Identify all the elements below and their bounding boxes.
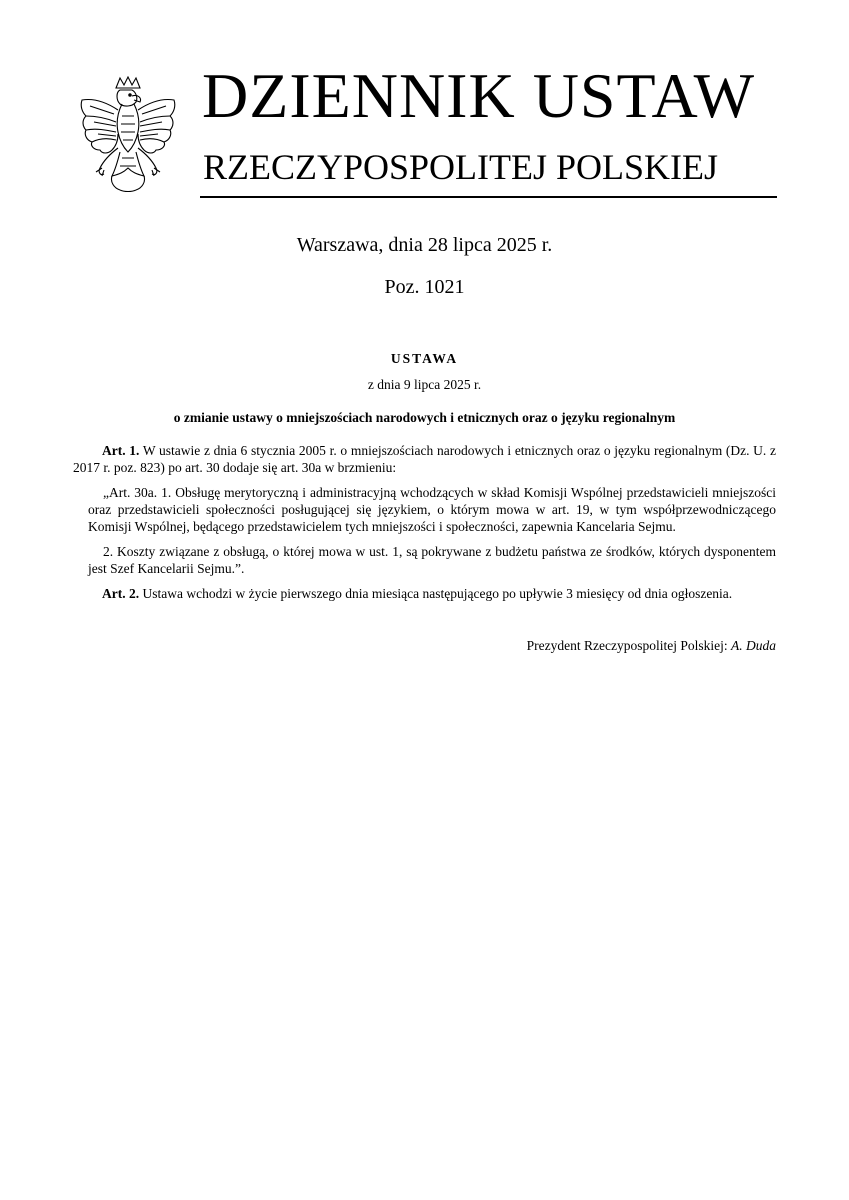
place-and-date-text: Warszawa, dnia 28 lipca 2025 r. [296, 234, 553, 256]
signature-name: A. Duda [731, 638, 776, 653]
article-1-label: Art. 1. [102, 443, 140, 458]
gazette-title: DZIENNIK USTAW [202, 60, 755, 131]
article-1-text: W ustawie z dnia 6 stycznia 2005 r. o mniejszościach narodowych i etnicznych oraz o języku regionalnym (Dz. U. z 2017 r. poz. 823) po art. 30 dodaje się art. 30a w brzmieniu: [73, 443, 776, 475]
act-type: USTAWA [390, 351, 459, 366]
act-title: o zmianie ustawy o mniejszościach narodowych i etnicznych oraz o języku regionalnym [173, 410, 676, 425]
act-body [73, 442, 776, 602]
polish-eagle-emblem-icon [76, 76, 180, 194]
article-2-text: Ustawa wchodzi w życie pierwszego dnia miesiąca następującego po upływie 3 miesięcy od dnia ogłoszenia. [139, 586, 733, 601]
article-1 [73, 442, 776, 476]
amendment-quote-paragraph-1: „Art. 30a. 1. Obsługę merytoryczną i administracyjną wchodzących w skład Komisji Wspólnej przedstawicieli mniejszości oraz przedstawicieli społeczności posługującej się językiem, o którym mowa w art. 19, w tym współprzewodniczącego Komisji Wspólnej, będącego przedstawicielem tych mniejszości i społeczności, zapewnia Kancelaria Sejmu. [88, 485, 776, 534]
signature-line [73, 638, 776, 654]
amendment-quote [73, 484, 776, 577]
position-number: Poz. 1021 [384, 276, 465, 298]
masthead-divider [200, 196, 777, 198]
article-2 [73, 585, 776, 602]
amendment-quote-paragraph-2: 2. Koszty związane z obsługą, o której mowa w ust. 1, są pokrywane z budżetu państwa ze środków, których dysponentem jest Szef Kancelarii Sejmu.”. [88, 544, 776, 576]
place-and-date [0, 232, 849, 258]
signature-role: Prezydent Rzeczypospolitej Polskiej: [526, 638, 731, 653]
gazette-subtitle: RZECZYPOSPOLITEJ POLSKIEJ [203, 147, 719, 187]
article-2-label: Art. 2. [102, 586, 140, 601]
act-date: z dnia 9 lipca 2025 r. [367, 377, 482, 392]
